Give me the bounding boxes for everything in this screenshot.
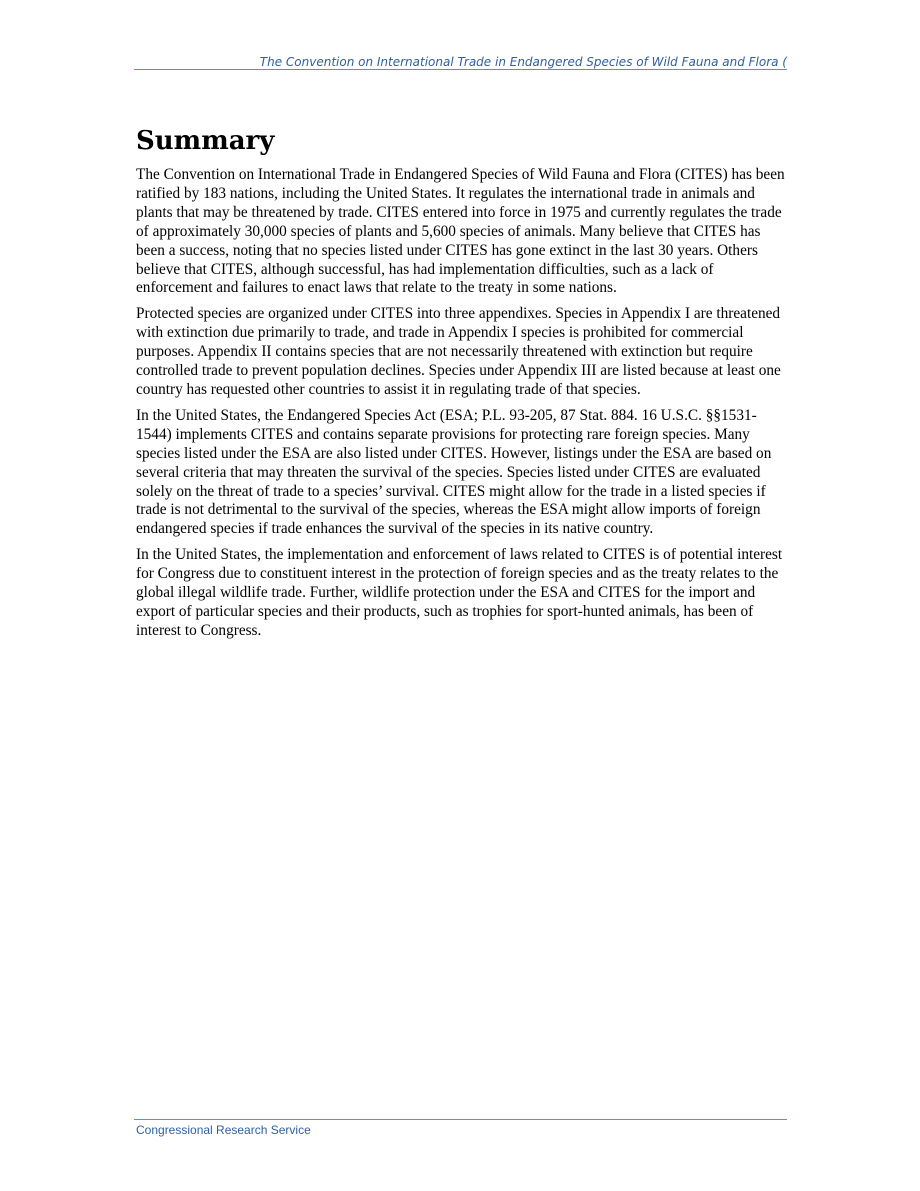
header-divider xyxy=(134,69,787,70)
document-body xyxy=(136,122,788,648)
footer-publisher: Congressional Research Service xyxy=(136,1123,311,1137)
summary-paragraph-1: The Convention on International Trade in Endangered Species of Wild Fauna and Flora (CITES) has been ratified by 183 nations, including the United States. It regulates the international trade in animals and plants that may be threatened by trade. CITES entered into force in 1975 and currently regulates the trade of approximately 30,000 species of plants and 5,600 species of animals. Many believe that CITES has been a success, noting that no species listed under CITES has gone extinct in the last 30 years. Others believe that CITES, although successful, has had implementation difficulties, such as a lack of enforcement and failures to enact laws that relate to the treaty in some nations. xyxy=(136,166,785,297)
footer-divider xyxy=(134,1119,787,1120)
running-header: The Convention on International Trade in Endangered Species of Wild Fauna and Flora ( xyxy=(259,55,787,69)
summary-paragraph-3: In the United States, the Endangered Species Act (ESA; P.L. 93-205, 87 Stat. 884. 16 U.S.C. §§1531-1544) implements CITES and contains separate provisions for protecting rare foreign species. Many species listed under the ESA are also listed under CITES. However, listings under the ESA are based on several criteria that may threaten the survival of the species. Species listed under CITES are evaluated solely on the threat of trade to a species’ survival. CITES might allow for the trade in a listed species if trade is not detrimental to the survival of the species, whereas the ESA might allow imports of foreign endangered species if trade enhances the survival of the species in its native country. xyxy=(136,406,772,538)
summary-paragraph-2: Protected species are organized under CITES into three appendixes. Species in Appendix I are threatened with extinction due primarily to trade, and trade in Appendix I species is prohibited for commercial purposes. Appendix II contains species that are not necessarily threatened with extinction but require controlled trade to prevent population declines. Species under Appendix III are listed because at least one country has requested other countries to assist it in regulating trade of that species. xyxy=(136,305,781,398)
summary-paragraph-4: In the United States, the implementation and enforcement of laws related to CITES is of potential interest for Congress due to constituent interest in the protection of foreign species and as the treaty relates to the global illegal wildlife trade. Further, wildlife protection under the ESA and CITES for the import and export of particular species and their products, such as trophies for sport-hunted animals, has been of interest to Congress. xyxy=(136,546,783,639)
section-heading: Summary xyxy=(136,126,275,156)
